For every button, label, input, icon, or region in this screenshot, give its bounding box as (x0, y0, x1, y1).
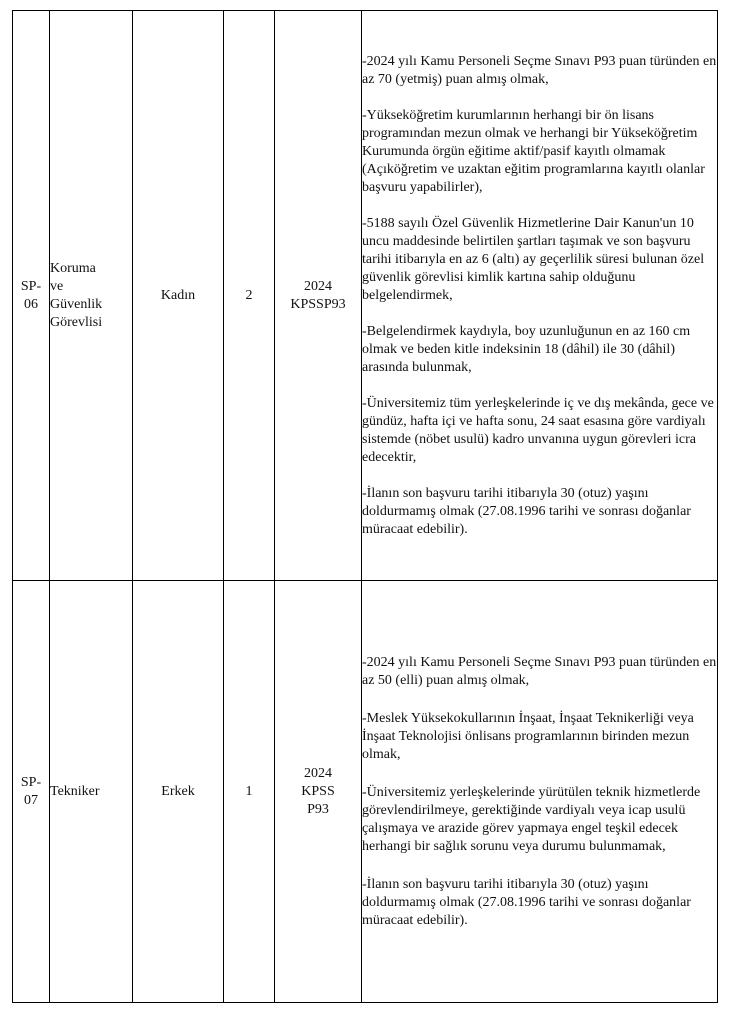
position-title-line: Koruma (50, 260, 96, 276)
table-row (13, 11, 718, 581)
position-code-cell (13, 581, 50, 1003)
requirement-item: -Yükseköğretim kurumlarının herhangi bir ön lisans programından mezun olmak ve herhangi bir Yükseköğretim Kurumunda örgün eğitime aktif/pasif kayıtlı olmamak (Açıköğretim ve uzaktan eğitim programlarına kayıtlı olanlar başvuru yapabilirler), (362, 107, 705, 195)
position-code-line: SP- (20, 278, 42, 294)
position-count-cell: 2 (224, 11, 275, 581)
requirement-item: -İlanın son başvuru tarihi itibarıyla 30 (otuz) yaşını doldurmamış olmak (27.08.1996 tarihi ve sonrası doğanlar müracaat edebilir). (362, 876, 691, 928)
position-table (12, 10, 718, 1003)
exam-type-line: KPSS (301, 783, 335, 799)
position-title-cell (50, 581, 133, 1003)
requirement-item: -2024 yılı Kamu Personeli Seçme Sınavı P93 puan türünden en az 50 (elli) puan almış olmak, (362, 654, 717, 688)
position-count-cell: 1 (224, 581, 275, 1003)
position-title-line: Tekniker (50, 783, 100, 799)
position-code-line: 06 (24, 296, 38, 312)
table-row (13, 581, 718, 1003)
exam-type-line: 2024 (304, 278, 332, 294)
position-title-line: ve (50, 278, 64, 294)
requirement-item: -Belgelendirmek kaydıyla, boy uzunluğunun en az 160 cm olmak ve beden kitle indeksinin 18 (dâhil) ile 30 (dâhil) arasında bulunmak, (362, 323, 691, 375)
exam-type-line: P93 (307, 801, 329, 817)
requirement-item: -Üniversitemiz yerleşkelerinde yürütülen teknik hizmetlerde görevlendirilmeye, gerektiğinde vardiyalı veya icap usulü çalışmaya ve arazide görev yapmaya engel teşkil edecek herhangi bir sağlık sorunu veya durumu bulunmamak, (362, 784, 701, 854)
requirement-item: -Üniversitemiz tüm yerleşkelerinde iç ve dış mekânda, gece ve gündüz, hafta içi ve hafta sonu, 24 saat esasına göre vardiyalı sistemde (nöbet usulü) kadro unvanına uygun görevleri icra edecektir, (362, 395, 714, 465)
position-code-cell (13, 11, 50, 581)
requirement-item: -5188 sayılı Özel Güvenlik Hizmetlerine Dair Kanun'un 10 uncu maddesinde belirtilen şartları taşımak ve son başvuru tarihi itibarıyla en az 6 (altı) ay geçerlilik süresi bulunan özel güvenlik görevlisi kimlik kartına sahip olduğunu belgelendirmek, (362, 215, 705, 303)
requirements-cell (362, 11, 718, 581)
requirement-item: -İlanın son başvuru tarihi itibarıyla 30 (otuz) yaşını doldurmamış olmak (27.08.1996 tarihi ve sonrası doğanlar müracaat edebilir). (362, 485, 691, 537)
requirements-cell (362, 581, 718, 1003)
requirement-item: -Meslek Yüksekokullarının İnşaat, İnşaat Teknikerliği veya İnşaat Teknolojisi önlisans programlarının birinden mezun olmak, (362, 710, 694, 762)
exam-type-cell (275, 581, 362, 1003)
position-code-line: 07 (24, 792, 38, 808)
position-title-line: Görevlisi (50, 314, 103, 330)
position-title-line: Güvenlik (50, 296, 103, 312)
exam-type-line: 2024 (304, 765, 332, 781)
requirement-item: -2024 yılı Kamu Personeli Seçme Sınavı P93 puan türünden en az 70 (yetmiş) puan almış olmak, (362, 53, 717, 87)
gender-cell: Kadın (133, 11, 224, 581)
exam-type-cell (275, 11, 362, 581)
gender-cell: Erkek (133, 581, 224, 1003)
position-title-cell (50, 11, 133, 581)
position-code-line: SP- (20, 774, 42, 790)
exam-type-line: KPSSP93 (290, 296, 346, 312)
